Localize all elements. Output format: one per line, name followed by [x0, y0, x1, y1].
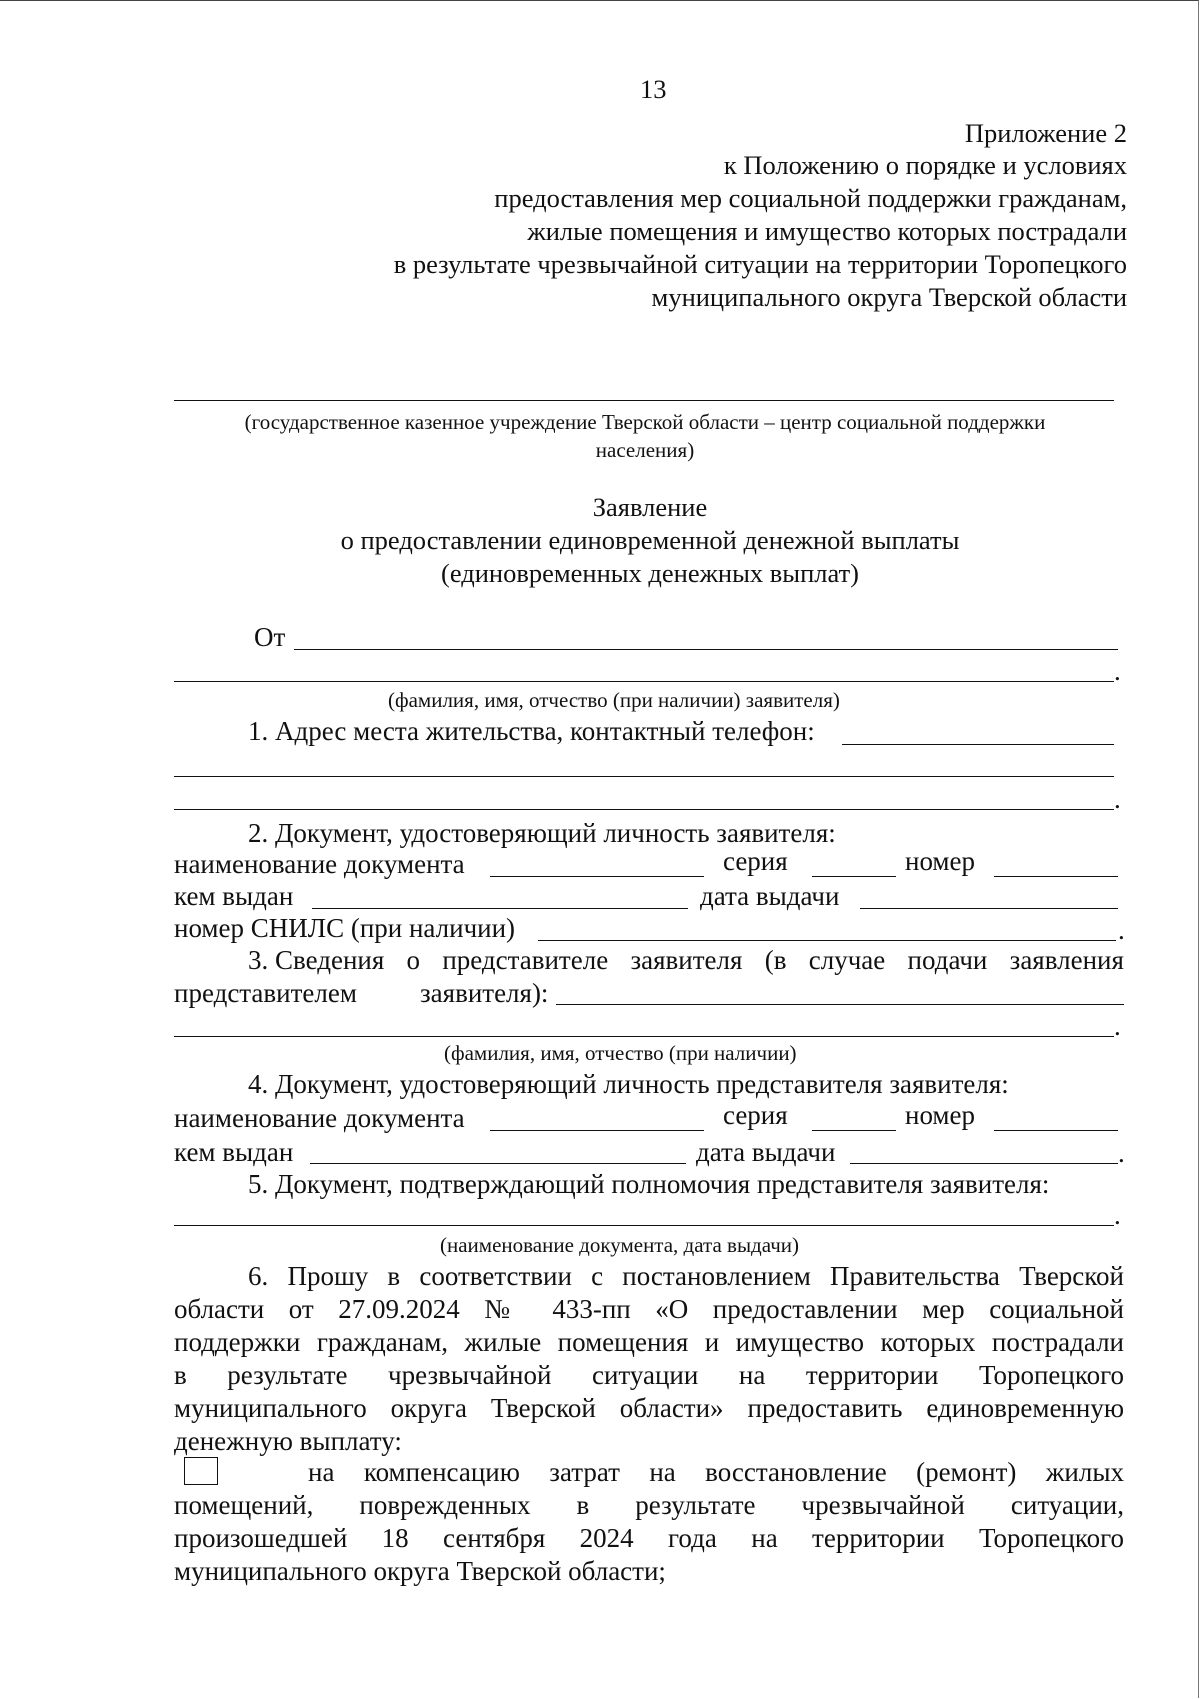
request-line: 6. Прошу в соответствии с постановлением Правительства Тверской	[248, 1261, 1124, 1291]
representative-info-line	[248, 945, 1124, 976]
page-number: 13	[640, 74, 667, 104]
applicant-doc-title: 2. Документ, удостоверяющий личность заявителя:	[248, 818, 836, 848]
issued-by-field[interactable]	[312, 908, 688, 909]
request-line: области от 27.09.2024 № 433-пп «О предоставлении мер социальной	[174, 1294, 1124, 1324]
request-line: денежную выплату:	[174, 1426, 402, 1456]
period: .	[1114, 656, 1121, 686]
word: подачи	[907, 945, 988, 975]
authority-doc-title: 5. Документ, подтверждающий полномочия представителя заявителя:	[248, 1169, 1050, 1199]
appendix-line: в результате чрезвычайной ситуации на территории Торопецкого	[393, 249, 1127, 279]
rep-issue-date-label: дата выдачи	[696, 1137, 836, 1167]
request-line: поддержки гражданам, жилые помещения и имущество которых пострадали	[174, 1327, 1124, 1357]
word: представителе	[442, 945, 609, 975]
from-field[interactable]	[294, 649, 1118, 650]
rep-issued-by-field[interactable]	[310, 1163, 686, 1164]
rep-series-label: серия	[723, 1100, 788, 1130]
representative-label: представителем	[174, 978, 357, 1008]
representative-label-cont: заявителя):	[420, 978, 549, 1008]
series-field[interactable]	[812, 876, 896, 877]
appendix-line: предоставления мер социальной поддержки гражданам,	[494, 183, 1127, 213]
representative-field[interactable]	[556, 1004, 1124, 1005]
rep-issue-date-field[interactable]	[850, 1163, 1118, 1164]
word: заявителя	[630, 945, 743, 975]
rep-issued-by-label: кем выдан	[174, 1137, 294, 1167]
word: (в	[764, 945, 787, 975]
authority-doc-caption: (наименование документа, дата выдачи)	[440, 1233, 800, 1257]
institution-line[interactable]	[174, 400, 1114, 401]
authority-doc-field[interactable]	[174, 1225, 1114, 1226]
institution-caption: населения)	[595, 438, 695, 462]
appendix-title: Приложение 2	[964, 118, 1127, 148]
applicant-caption: (фамилия, имя, отчество (при наличии) заявителя)	[388, 688, 840, 712]
representative-field-line2[interactable]	[174, 1036, 1114, 1037]
word: случае	[808, 945, 886, 975]
representative-doc-title: 4. Документ, удостоверяющий личность представителя заявителя:	[248, 1069, 1009, 1099]
rep-number-field[interactable]	[994, 1130, 1118, 1131]
address-field[interactable]	[842, 744, 1114, 745]
statement-subtitle: (единовременных денежных выплат)	[441, 558, 859, 588]
rep-series-field[interactable]	[812, 1130, 896, 1131]
option-line: произошедшей 18 сентября 2024 года на территории Торопецкого	[174, 1523, 1124, 1553]
option-line: муниципального округа Тверской области;	[174, 1556, 666, 1586]
request-line: в результате чрезвычайной ситуации на территории Торопецкого	[174, 1360, 1124, 1390]
number-field[interactable]	[994, 876, 1118, 877]
period: .	[1114, 784, 1121, 814]
period: .	[1118, 1138, 1125, 1168]
period: .	[1118, 915, 1125, 945]
doc-name-label: наименование документа	[174, 849, 465, 879]
request-line: муниципального округа Тверской области» предоставить единовременную	[174, 1393, 1124, 1423]
statement-subtitle: о предоставлении единовременной денежной выплаты	[340, 525, 960, 555]
issue-date-field[interactable]	[860, 908, 1118, 909]
series-label: серия	[723, 846, 788, 876]
number-label: номер	[905, 846, 976, 876]
institution-caption: (государственное казенное учреждение Тверской области – центр социальной поддержки	[244, 410, 1046, 434]
rep-number-label: номер	[905, 1100, 976, 1130]
rep-doc-name-field[interactable]	[490, 1130, 704, 1131]
appendix-line: к Положению о порядке и условиях	[723, 150, 1127, 180]
appendix-line: муниципального округа Тверской области	[651, 282, 1127, 312]
option-line: на компенсацию затрат на восстановление (ремонт) жилых	[308, 1457, 1124, 1487]
snils-field[interactable]	[538, 940, 1116, 941]
address-label: 1. Адрес места жительства, контактный телефон:	[248, 716, 815, 746]
rep-doc-name-label: наименование документа	[174, 1103, 465, 1133]
compensation-checkbox[interactable]	[184, 1457, 218, 1485]
word: заявления	[1009, 945, 1124, 975]
applicant-name-field[interactable]	[174, 681, 1114, 682]
representative-caption: (фамилия, имя, отчество (при наличии)	[444, 1041, 797, 1065]
snils-label: номер СНИЛС (при наличии)	[174, 913, 516, 943]
address-field-line2[interactable]	[174, 776, 1114, 777]
appendix-line: жилые помещения и имущество которых пострадали	[527, 216, 1127, 246]
address-field-line3[interactable]	[174, 809, 1114, 810]
statement-title: Заявление	[592, 492, 708, 522]
from-label: От	[254, 622, 286, 652]
period: .	[1114, 1200, 1121, 1230]
option-line: помещений, поврежденных в результате чрезвычайной ситуации,	[174, 1490, 1124, 1520]
period: .	[1114, 1011, 1121, 1041]
issue-date-label: дата выдачи	[700, 881, 840, 911]
issued-by-label: кем выдан	[174, 881, 294, 911]
doc-name-field[interactable]	[490, 876, 704, 877]
word: 3. Сведения	[248, 945, 385, 975]
word: о	[406, 945, 421, 975]
